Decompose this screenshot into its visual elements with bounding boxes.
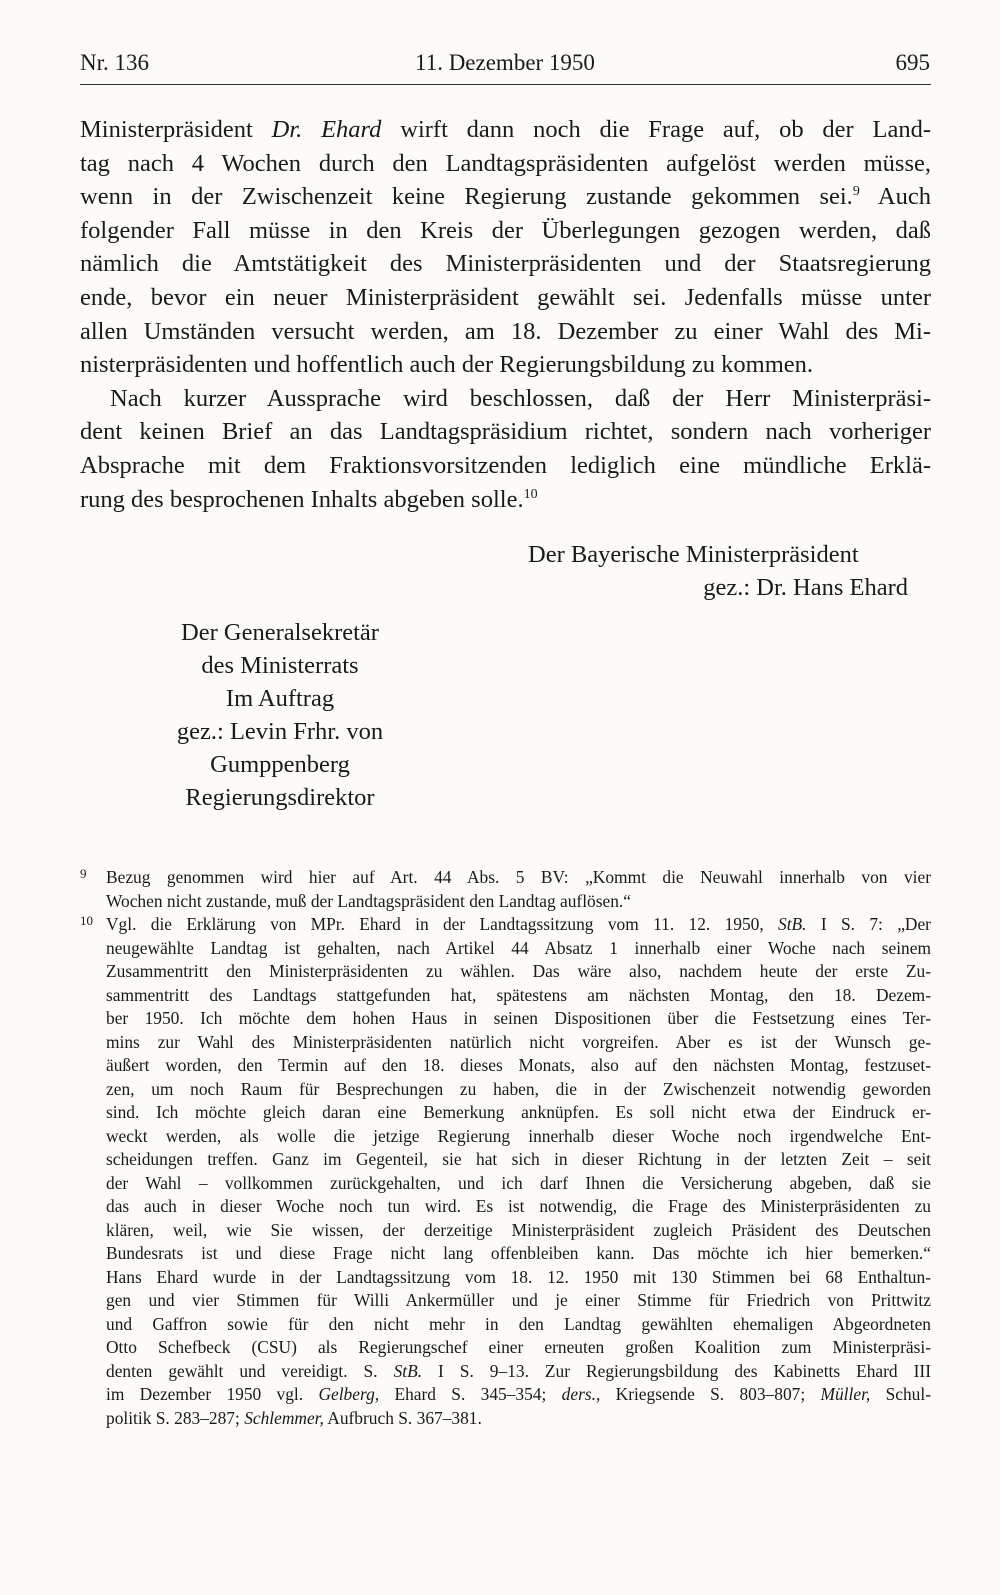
text-line: und Gaffron sowie für den nicht mehr in den Landtag gewählten ehemaligen Abgeordneten — [106, 1313, 931, 1334]
text-line: gen und vier Stimmen für Willi Ankermüller und je einer Stimme für Friedrich von Prittwitz — [106, 1290, 931, 1310]
text-line: Ministerpräsident Dr. Ehard wirft dann noch die Frage auf, ob der Land- — [80, 116, 932, 143]
page-number: 695 — [895, 50, 930, 75]
text-line: Bundesrats ist und diese Frage nicht lang offenbleiben kann. Das möchte ich hier bemerken.“ — [106, 1243, 931, 1263]
text-line: neugewählte Landtag ist gehalten, nach Artikel 44 Absatz 1 innerhalb einer Woche nach seinem — [106, 937, 931, 958]
text-line: mins zur Wahl des Ministerpräsidenten natürlich nicht vorgreifen. Aber es ist der Wunsch ge- — [106, 1031, 931, 1052]
text-line: zen, um noch Raum für Besprechungen zu haben, die in der Zwischenzeit notwendig geworden — [106, 1078, 931, 1099]
italic-reference: Gelberg, — [318, 1384, 380, 1404]
paragraph-2 — [80, 382, 931, 516]
signature-authority: Im Auftrag — [225, 685, 335, 712]
signature-name: gez.: Levin Frhr. von Gumppenberg — [176, 718, 384, 778]
text-line: Bezug genommen wird hier auf Art. 44 Abs. 5 BV: „Kommt die Neuwahl innerhalb von vier — [106, 867, 931, 887]
text-line: tag nach 4 Wochen durch den Landtagspräsidenten aufgelöst werden müsse, — [80, 149, 931, 177]
text-line: scheidungen treffen. Ganz im Gegenteil, sie hat sich in dieser Richtung in der letzten Zeit – seit — [106, 1149, 931, 1169]
italic-reference: Müller, — [820, 1384, 871, 1404]
text-line: ende, bevor ein neuer Ministerpräsident gewählt sei. Jedenfalls müsse unter — [80, 283, 931, 311]
header-rule — [80, 84, 931, 85]
paragraph-1 — [80, 113, 931, 382]
text-line: sind. Ich möchte gleich daran eine Bemerkung anknüpfen. Es soll nicht etwa der Eindruck er- — [106, 1102, 931, 1122]
text-line: rung des besprochenen Inhalts abgeben solle.$^{10}$ — [80, 485, 538, 513]
header-date: 11. Dezember 1950 — [415, 50, 595, 75]
signature-title: Der Generalsekretär — [181, 619, 379, 646]
signature-subtitle: des Ministerrats — [201, 652, 359, 679]
signature-title: Der Bayerische Ministerpräsident — [528, 541, 859, 568]
text-line: das auch in dieser Woche noch tun wird. Es ist notwendig, die Frage des Ministerpräsidenten zu — [106, 1196, 931, 1216]
signature-name: gez.: Dr. Hans Ehard — [703, 574, 908, 601]
main-text — [80, 113, 931, 516]
text-line: Zusammentritt den Ministerpräsidenten zu wählen. Das wäre also, nachdem heute der erste Zu- — [106, 961, 931, 981]
footnote-text — [106, 913, 931, 1430]
footnote-reference: 10 — [523, 486, 538, 502]
text-line: Wochen nicht zustande, muß der Landtagspräsident den Landtag auflösen.“ — [106, 890, 631, 911]
text-line: politik S. 283–287; Schlemmer, Aufbruch S. 367–381. — [106, 1407, 482, 1428]
italic-text: StB. — [393, 1360, 423, 1381]
footnote-marker: 10 — [80, 913, 93, 928]
text-line: der Wahl – vollkommen zurückgehalten, und ich darf Ihnen die Versicherung abgeben, daß sie — [106, 1172, 931, 1193]
text-line: weckt werden, als wolle die jetzige Regierung innerhalb dieser Woche noch irgendwelche Ent- — [106, 1125, 931, 1146]
document-number: Nr. 136 — [80, 50, 149, 75]
signature-secretary-general — [120, 616, 440, 814]
italic-text: StB. — [778, 914, 807, 934]
italic-reference: Schlemmer, — [244, 1407, 324, 1428]
signature-role: Regierungsdirektor — [185, 784, 375, 811]
text-line: nämlich die Amtstätigkeit des Ministerpräsidenten und der Staatsregierung — [80, 250, 931, 278]
text-line: im Dezember 1950 vgl. Gelberg, Ehard S. 345–354; ders., Kriegsende S. 803–807; Müller, Schul- — [106, 1384, 931, 1404]
text-line: Otto Schefbeck (CSU) als Regierungschef einer erneuten großen Koalition zum Ministerpräsi- — [106, 1337, 931, 1357]
text-line: Absprache mit dem Fraktionsvorsitzenden lediglich eine mündliche Erklä- — [80, 451, 931, 479]
text-line: denten gewählt und vereidigt. S. StB. I S. 9–13. Zur Regierungsbildung des Kabinetts Ehard III — [106, 1360, 931, 1381]
text-line: äußert worden, den Termin auf den 18. dieses Monats, also auf den nächsten Montag, festzuset- — [106, 1055, 931, 1075]
text-line: folgender Fall müsse in den Kreis der Überlegungen gezogen werden, daß — [80, 216, 931, 244]
italic-text: Dr. Ehard — [271, 116, 382, 143]
text-line: nisterpräsidenten und hoffentlich auch der Regierungsbildung zu kommen. — [80, 351, 814, 379]
text-line: Vgl. die Erklärung von MPr. Ehard in der Landtagssitzung vom 11. 12. 1950, StB. I S. 7: „Der — [106, 914, 931, 934]
text-line: sammentritt des Landtags stattgefunden hat, spätestens am nächsten Montag, den 18. Dezem- — [106, 984, 931, 1005]
text-line: Hans Ehard wurde in der Landtagssitzung vom 18. 12. 1950 mit 130 Stimmen bei 68 Enthaltun- — [106, 1266, 931, 1287]
footnote-text — [106, 866, 931, 913]
footnote-reference: 9 — [852, 184, 860, 200]
text-line: ber 1950. Ich möchte dem hohen Haus in seinen Dispositionen über die Festsetzung eines Ter- — [106, 1008, 931, 1028]
text-line: klären, weil, wie Sie wissen, der derzeitige Ministerpräsident zugleich Präsident des Deutschen — [106, 1219, 931, 1240]
text-line: allen Umständen versucht werden, am 18. Dezember zu einer Wahl des Mi- — [80, 317, 931, 345]
text-line: wenn in der Zwischenzeit keine Regierung zustande gekommen sei.$^9$ Auch — [80, 183, 931, 211]
signature-minister-president — [528, 538, 908, 604]
text-line: Nach kurzer Aussprache wird beschlossen, daß der Herr Ministerpräsi- — [110, 384, 931, 412]
text-line: dent keinen Brief an das Landtagspräsidium richtet, sondern nach vorheriger — [80, 418, 931, 446]
italic-reference: ders., — [561, 1384, 601, 1404]
footnote-marker: 9 — [80, 866, 87, 881]
